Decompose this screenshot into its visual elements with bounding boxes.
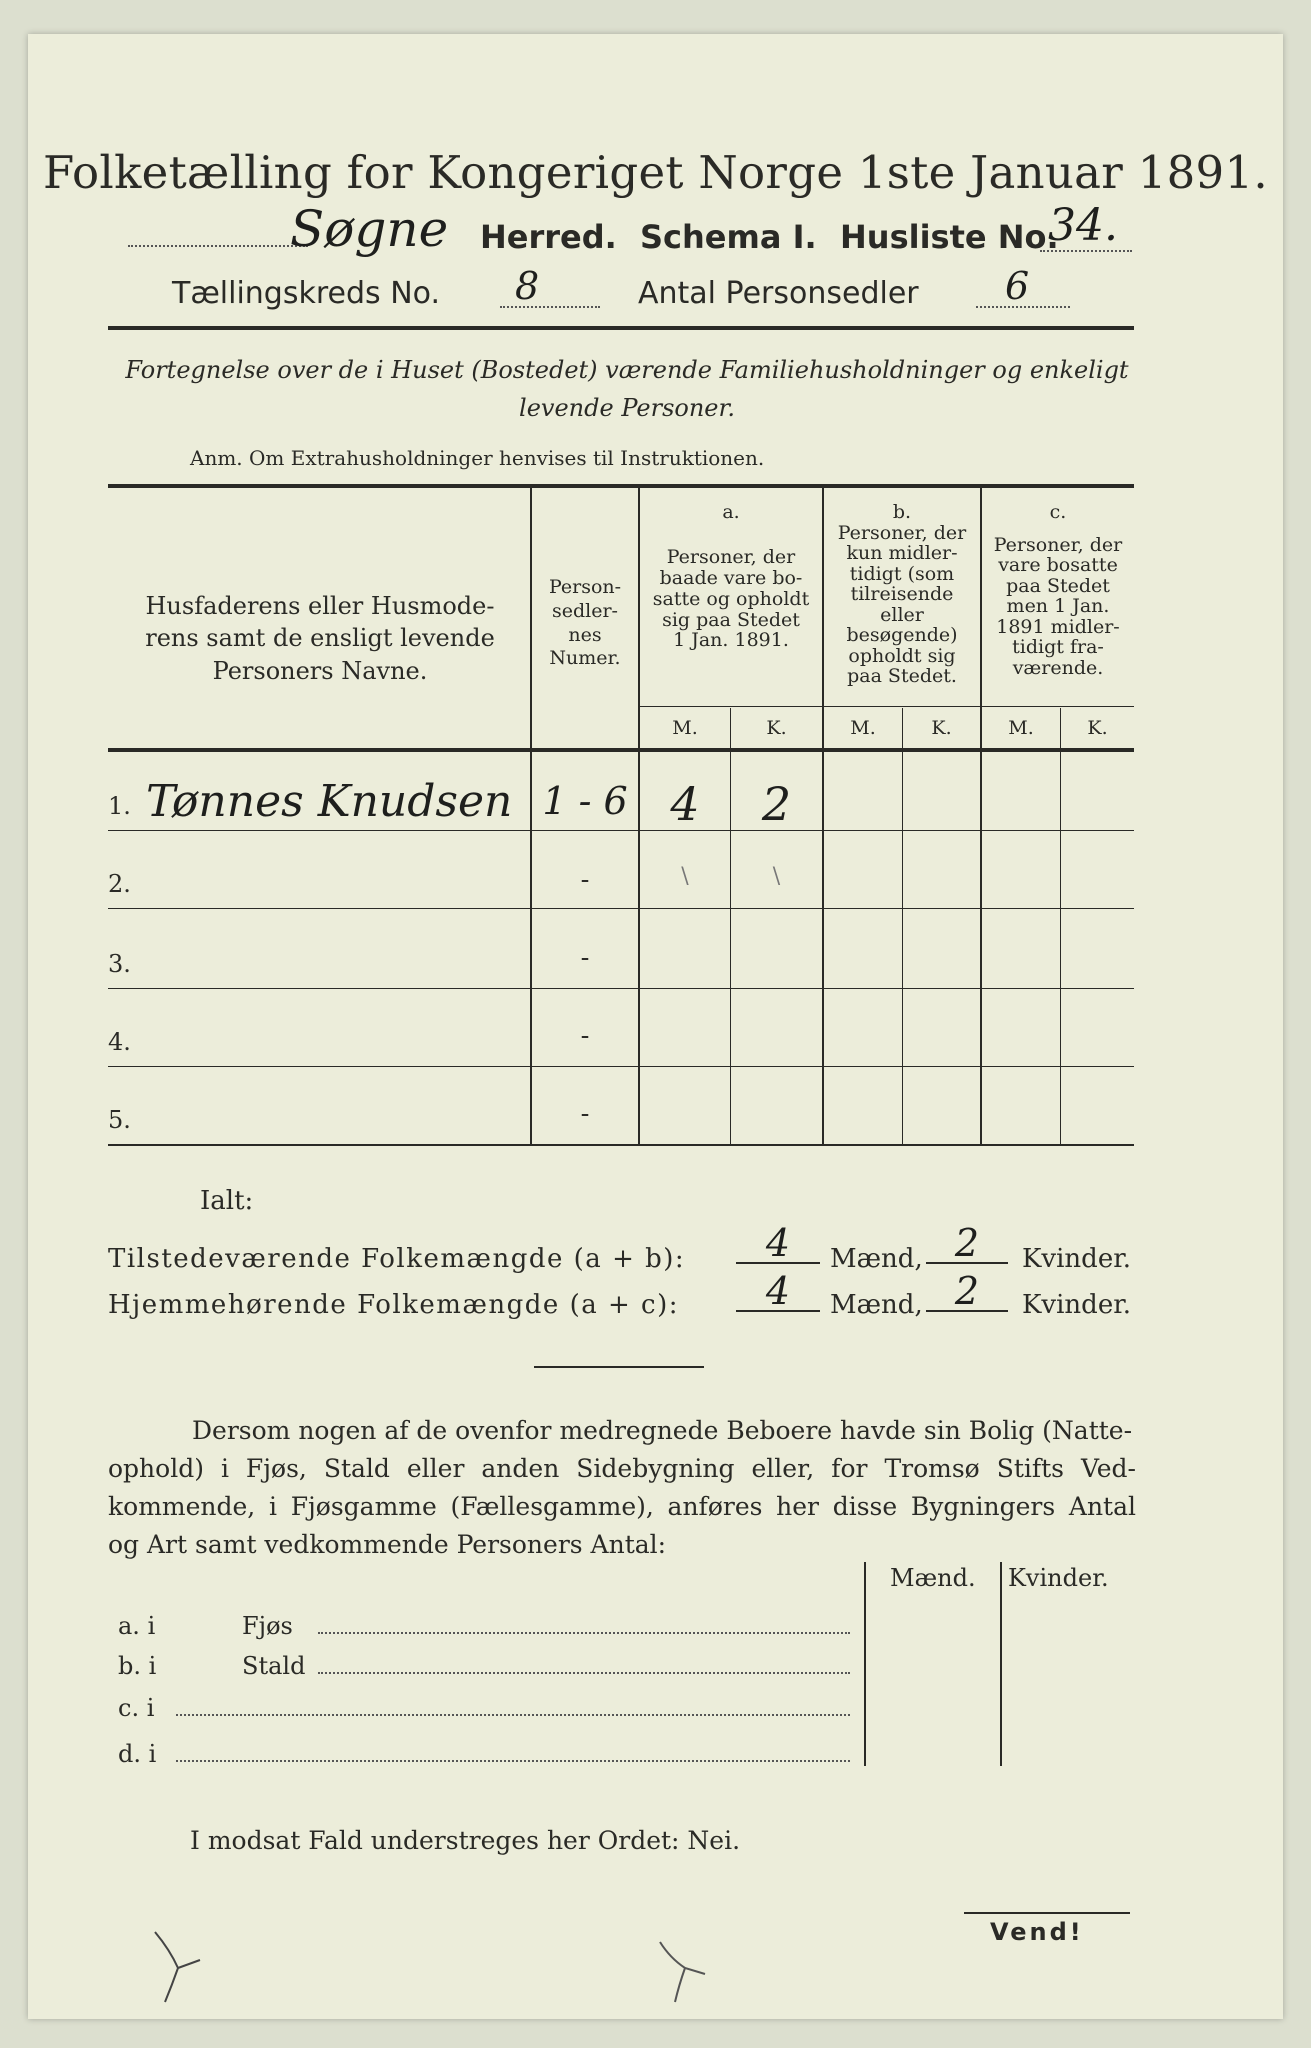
- header-col-c-line: Personer, der: [993, 533, 1123, 556]
- header-rule: [108, 326, 1134, 330]
- hjemme-label: Hjemmehørende Folkemængde (a + c):: [108, 1290, 679, 1320]
- header-names: [115, 590, 525, 687]
- header-col-c-line: værende.: [1012, 656, 1104, 679]
- dwelling-col-sep-1: [864, 1562, 866, 1766]
- row-a-men: 4: [670, 777, 700, 831]
- antal-value: 6: [1005, 264, 1030, 308]
- vend-label: Vend!: [990, 1918, 1084, 1946]
- row-person-numbers: -: [580, 1021, 590, 1051]
- herred-label: Herred.: [480, 218, 617, 256]
- hjemme-men-value: 4: [765, 1269, 791, 1313]
- col-sep-c-mk: [1060, 708, 1061, 1144]
- header-col-c-line: men 1 Jan.: [1006, 595, 1110, 618]
- header-col-b: [824, 502, 980, 687]
- vend-rule: [964, 1912, 1130, 1914]
- tilstede-kvinder: Kvinder.: [1022, 1244, 1132, 1274]
- row-a-men: \: [681, 864, 689, 889]
- header-a-m: M.: [672, 717, 698, 739]
- header-numer-line: Numer.: [549, 647, 621, 670]
- row-name: Tønnes Knudsen: [146, 776, 513, 827]
- header-col-a-line: baade vare bo-: [659, 566, 803, 589]
- header-col-b-line: kun midler-: [846, 542, 958, 565]
- col-sep-a-mk: [730, 708, 731, 1144]
- header-c-k: K.: [1087, 717, 1108, 739]
- header-col-b-line: Personer, der: [837, 521, 967, 544]
- section-divider: [534, 1366, 704, 1368]
- row-person-numbers: -: [580, 1099, 590, 1129]
- dwelling-col-sep-2: [1000, 1562, 1002, 1766]
- dwelling-row-label: d. i: [118, 1740, 157, 1768]
- schema-label: Schema I.: [640, 218, 817, 256]
- row-person-numbers: -: [580, 865, 590, 895]
- header-b-m: M.: [850, 717, 876, 739]
- row-number: 2.: [108, 870, 131, 898]
- header-col-a-line: sig paa Stedet: [662, 608, 800, 631]
- dwelling-col-men: Mænd.: [890, 1564, 976, 1592]
- flourish-mark: [150, 1930, 210, 2010]
- hjemme-kvinder: Kvinder.: [1022, 1290, 1132, 1320]
- dwelling-paragraph-line: og Art samt vedkommende Personers Antal:: [108, 1530, 667, 1559]
- kreds-label: Tællingskreds No.: [172, 276, 440, 311]
- tilstede-label: Tilstedeværende Folkemængde (a + b):: [108, 1244, 686, 1274]
- dwelling-paragraph-line: kommende, i Fjøsgamme (Fællesgamme), anføres her disse Bygningers Antal: [108, 1492, 1136, 1521]
- table-bottom-rule: [108, 1144, 1134, 1146]
- header-col-b-letter: b.: [892, 501, 912, 523]
- header-col-c-line: paa Stedet: [1006, 574, 1110, 597]
- dwelling-row-dots: [318, 1632, 850, 1634]
- anm-note: Anm. Om Extrahusholdninger henvises til Instruktionen.: [190, 446, 765, 470]
- header-col-b-line: tidigt (som: [849, 562, 955, 585]
- dwelling-row-label: b. i: [118, 1652, 157, 1680]
- header-col-a-letter: a.: [722, 501, 740, 523]
- header-names-line: rens samt de ensligt levende: [145, 624, 495, 653]
- header-b-k: K.: [931, 717, 952, 739]
- dwelling-row-text: Fjøs: [242, 1612, 293, 1640]
- header-c-m: M.: [1008, 717, 1034, 739]
- husliste-label: Husliste No.: [840, 218, 1059, 256]
- header-col-b-line: eller: [880, 603, 924, 626]
- herred-value: Søgne: [290, 200, 449, 258]
- hjemme-women-value: 2: [954, 1269, 980, 1313]
- flourish-mark: [655, 1940, 715, 2010]
- header-col-a-line: Personer, der: [666, 545, 796, 568]
- row-a-women: \: [772, 864, 781, 889]
- tilstede-men-value: 4: [765, 1221, 791, 1265]
- header-names-line: Husfaderens eller Husmode-: [145, 592, 495, 620]
- herred-dotted-line: [128, 245, 308, 247]
- dwelling-paragraph-line: Dersom nogen af de ovenfor medregnede Beboere havde sin Bolig (Natte-: [192, 1416, 1133, 1445]
- header-col-b-line: besøgende): [846, 624, 958, 647]
- intro-line-1: Fortegnelse over de i Huset (Bostedet) værende Familiehusholdninger og enkeligt: [125, 356, 1129, 384]
- dwelling-row-label: a. i: [118, 1612, 156, 1640]
- header-numer-line: Person-: [548, 576, 622, 598]
- row-rule: [108, 988, 1134, 989]
- dwelling-row-dots: [176, 1760, 850, 1762]
- dwelling-paragraph-line: ophold) i Fjøs, Stald eller anden Sidebygning eller, for Tromsø Stifts Ved-: [108, 1454, 1136, 1483]
- kreds-value: 8: [515, 264, 540, 308]
- header-col-c-line: 1891 midler-: [996, 615, 1120, 638]
- dwelling-col-women: Kvinder.: [1008, 1564, 1109, 1592]
- row-rule: [108, 1066, 1134, 1067]
- header-col-c-line: tidigt fra-: [1012, 636, 1104, 659]
- dwelling-row-label: c. i: [118, 1694, 155, 1722]
- tilstede-maend: Mænd,: [830, 1244, 923, 1274]
- header-col-c-line: vare bosatte: [998, 554, 1118, 577]
- header-a-k: K.: [766, 717, 787, 739]
- header-col-b-line: paa Stedet.: [847, 665, 957, 688]
- header-col-b-line: tilreisende: [850, 583, 954, 606]
- husliste-value: 34.: [1048, 200, 1118, 251]
- hjemme-maend: Mænd,: [830, 1290, 923, 1320]
- header-col-c-letter: c.: [1049, 501, 1067, 523]
- header-col-c: [982, 502, 1134, 678]
- antal-label: Antal Personsedler: [638, 276, 919, 311]
- intro-line-2: levende Personer.: [519, 394, 735, 422]
- row-a-women: 2: [761, 777, 792, 831]
- row-number: 4.: [108, 1028, 131, 1056]
- header-names-line: Personers Navne.: [212, 656, 428, 685]
- row-rule: [108, 830, 1134, 831]
- row-number: 3.: [108, 950, 131, 978]
- row-rule: [108, 908, 1134, 909]
- row-person-numbers: 1 - 6: [542, 779, 628, 823]
- header-numer: [532, 576, 638, 671]
- row-person-numbers: -: [580, 943, 590, 973]
- col-sep-b-mk: [902, 708, 903, 1144]
- header-col-b-line: opholdt sig: [848, 644, 956, 667]
- dwelling-row-dots: [176, 1714, 850, 1716]
- dwelling-row-dots: [318, 1672, 850, 1674]
- header-numer-line: sedler-: [552, 599, 618, 622]
- row-number: 5.: [108, 1106, 131, 1134]
- header-col-a-line: 1 Jan. 1891.: [673, 629, 789, 652]
- mk-header-rule: [638, 706, 1134, 707]
- census-form-sheet: [28, 34, 1283, 2019]
- header-col-a: [640, 502, 822, 651]
- nei-instruction: I modsat Fald understreges her Ordet: Nei.: [190, 1826, 741, 1855]
- ialt-label: Ialt:: [200, 1186, 254, 1216]
- row-number: 1.: [108, 792, 131, 820]
- dwelling-row-text: Stald: [242, 1652, 306, 1680]
- form-title: Folketælling for Kongeriget Norge 1ste Januar 1891.: [42, 146, 1269, 199]
- header-numer-line: nes: [568, 623, 602, 646]
- dwelling-paragraph: [108, 1412, 1136, 1564]
- tilstede-women-value: 2: [954, 1221, 980, 1265]
- header-col-a-line: satte og opholdt: [652, 587, 810, 610]
